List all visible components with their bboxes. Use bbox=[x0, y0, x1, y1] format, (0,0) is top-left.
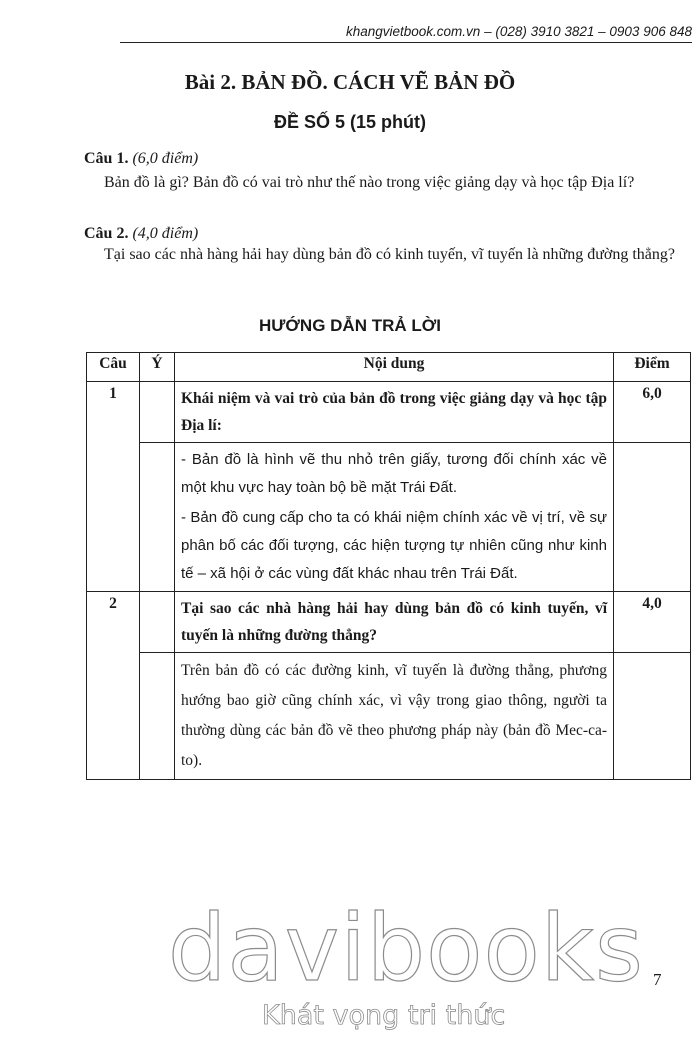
answer-title: HƯỚNG DẪN TRẢ LỜI bbox=[259, 316, 441, 335]
header-score: Điểm bbox=[614, 353, 691, 382]
row-2-heading: Tại sao các nhà hàng hải hay dùng bản đồ có kinh tuyến, vĩ tuyến là những đường thẳng? bbox=[175, 592, 614, 653]
row-1-y bbox=[140, 382, 175, 443]
table-header-row bbox=[87, 353, 691, 382]
row-1-heading: Khái niệm và vai trò của bản đồ trong việc giảng dạy và học tập Địa lí: bbox=[175, 382, 614, 443]
row-1-score: 6,0 bbox=[614, 382, 691, 443]
table-row bbox=[87, 653, 691, 780]
row-1-content bbox=[175, 443, 614, 592]
row-2-y bbox=[140, 592, 175, 653]
question-1-label: Câu 1. bbox=[84, 150, 129, 167]
watermark-slogan: Khát vọng tri thức bbox=[262, 1000, 506, 1031]
question-2-label: Câu 2. bbox=[84, 225, 129, 242]
header-cau: Câu bbox=[87, 353, 140, 382]
row-1-number: 1 bbox=[87, 382, 140, 592]
watermark-brand: davibooks bbox=[168, 895, 644, 1002]
row-2b-y bbox=[140, 653, 175, 780]
row-1b-y bbox=[140, 443, 175, 592]
answer-table bbox=[86, 352, 691, 780]
lesson-title: Bài 2. BẢN ĐỒ. CÁCH VẼ BẢN ĐỒ bbox=[184, 70, 516, 94]
question-2-text: Tại sao các nhà hàng hải hay dùng bản đồ có kinh tuyến, vĩ tuyến là những đường thẳng? bbox=[104, 246, 675, 263]
page-number: 7 bbox=[653, 970, 662, 989]
row-2-content: Trên bản đồ có các đường kinh, vĩ tuyến là đường thẳng, phương hướng bao giờ cũng chính xác, vì vậy trong giao thông, người ta thường dùng các bản đồ vẽ theo phương pháp này (bản đồ Mec-ca-to). bbox=[175, 653, 614, 780]
row-1-point-2: - Bản đồ cung cấp cho ta có khái niệm chính xác về vị trí, về sự phân bố các đối tượng, các hiện tượng tự nhiên cũng như kinh tế – xã hội ở các vùng đất khác nhau trên Trái Đất. bbox=[181, 509, 607, 582]
row-2b-score bbox=[614, 653, 691, 780]
row-1-point-1: - Bản đồ là hình vẽ thu nhỏ trên giấy, tương đối chính xác về một khu vực hay toàn bộ bề mặt Trái Đất. bbox=[181, 451, 607, 496]
table-row bbox=[87, 382, 691, 443]
row-2-score: 4,0 bbox=[614, 592, 691, 653]
header-content: Nội dung bbox=[175, 353, 614, 382]
test-title: ĐỀ SỐ 5 (15 phút) bbox=[273, 112, 426, 132]
header-contact: khangvietbook.com.vn – (028) 3910 3821 – 0903 906 848 bbox=[120, 24, 692, 43]
question-1-text: Bản đồ là gì? Bản đồ có vai trò như thế nào trong việc giảng dạy và học tập Địa lí? bbox=[104, 174, 635, 191]
header-y: Ý bbox=[140, 353, 175, 382]
row-2-number: 2 bbox=[87, 592, 140, 780]
row-1b-score bbox=[614, 443, 691, 592]
question-1-points: (6,0 điểm) bbox=[132, 150, 199, 167]
question-2-points: (4,0 điểm) bbox=[132, 225, 199, 242]
table-row bbox=[87, 592, 691, 653]
table-row bbox=[87, 443, 691, 592]
